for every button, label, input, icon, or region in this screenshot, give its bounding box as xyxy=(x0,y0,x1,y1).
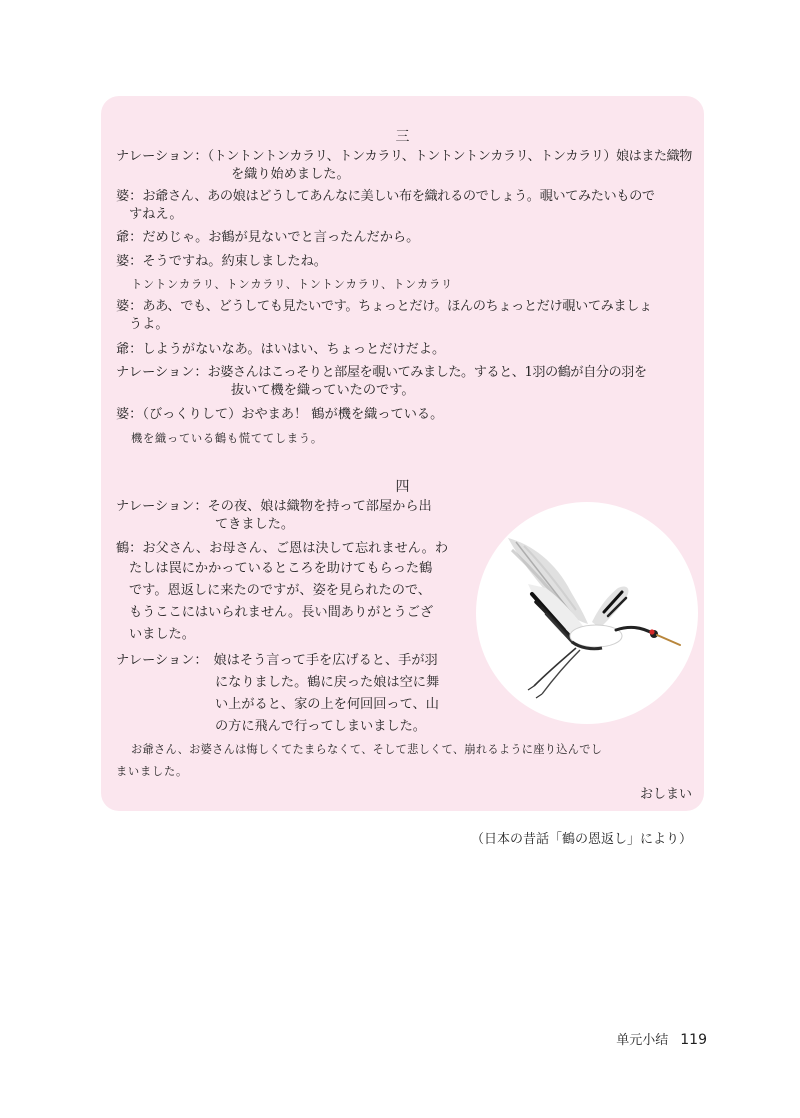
script-line xyxy=(116,406,443,423)
dialogue-continuation: い上がると、家の上を何回回って、山 xyxy=(215,697,439,712)
speaker: 婆： xyxy=(116,407,143,422)
stage-direction-continuation: まいました。 xyxy=(116,765,188,778)
script-line xyxy=(116,540,448,557)
dialogue: お父さん、お母さん、ご恩は決して忘れません。わ xyxy=(142,541,449,556)
script-line xyxy=(116,341,445,358)
stage-direction: トントンカラリ、トンカラリ、トントンカラリ、トンカラリ xyxy=(131,278,453,291)
dialogue: だめじゃ。お鶴が見ないでと言ったんだから。 xyxy=(142,230,420,245)
dialogue-continuation: うよ。 xyxy=(129,317,169,332)
dialogue-continuation: てきました。 xyxy=(215,517,295,532)
section-4-title: 四 xyxy=(395,479,410,495)
script-line xyxy=(116,298,652,315)
dialogue: その夜、娘は織物を持って部屋から出 xyxy=(207,499,432,514)
page-footer xyxy=(616,1029,707,1048)
dialogue: ああ、でも、どうしても見たいです。ちょっとだけ。ほんのちょっとだけ覗いてみましょ xyxy=(142,299,652,314)
speaker: ナレーション： xyxy=(116,499,208,514)
page-number: 119 xyxy=(680,1032,707,1048)
stage-direction: 機を織っている鶴も慌ててしまう。 xyxy=(131,432,323,445)
flying-crane-icon xyxy=(476,502,698,724)
dialogue-continuation: 抜いて機を織っていたのです。 xyxy=(231,383,415,398)
speaker: 婆： xyxy=(116,189,143,204)
crane-illustration xyxy=(476,502,698,724)
dialogue: そうですね。約束しましたね。 xyxy=(142,254,327,269)
dialogue: しようがないなあ。はいはい、ちょっとだけだよ。 xyxy=(142,342,446,357)
script-line xyxy=(116,364,647,381)
script-line xyxy=(116,188,655,205)
speaker: ナレーション： xyxy=(116,653,208,668)
dialogue-continuation: いました。 xyxy=(129,627,195,642)
story-source-credit: （日本の昔話「鶴の恩返し」により） xyxy=(470,832,692,847)
speaker: ナレーション： xyxy=(116,365,208,380)
dialogue-continuation: になりました。鶴に戻った娘は空に舞 xyxy=(215,675,440,690)
dialogue: 娘はそう言って手を広げると、手が羽 xyxy=(213,653,438,668)
speaker: 爺： xyxy=(116,342,143,357)
dialogue-continuation: たしは罠にかかっているところを助けてもらった鶴 xyxy=(129,561,433,576)
stage-direction: お爺さん、お婆さんは悔しくてたまらなくて、そして悲しくて、崩れるように座り込んでし xyxy=(131,743,603,756)
speaker: 婆： xyxy=(116,254,143,269)
dialogue-continuation: です。恩返しに来たのですが、姿を見られたので、 xyxy=(129,583,431,598)
speaker: 婆： xyxy=(116,299,143,314)
dialogue-continuation: の方に飛んで行ってしまいました。 xyxy=(215,719,426,734)
script-line xyxy=(116,148,692,165)
script-line xyxy=(116,652,438,669)
dialogue-continuation: を織り始めました。 xyxy=(231,167,350,182)
speaker: 鶴： xyxy=(116,541,143,556)
speaker: 爺： xyxy=(116,230,143,245)
script-line xyxy=(116,498,432,515)
story-ending: おしまい xyxy=(639,787,692,802)
dialogue: （トントントンカラリ、トンカラリ、トントントンカラリ、トンカラリ）娘はまた織物 xyxy=(207,149,692,164)
script-line xyxy=(116,229,419,246)
section-3-title: 三 xyxy=(395,129,410,145)
script-line xyxy=(116,253,327,270)
speaker: ナレーション： xyxy=(116,149,208,164)
dialogue-continuation: もうここにはいられません。長い間ありがとうござ xyxy=(129,605,434,620)
dialogue: お爺さん、あの娘はどうしてあんなに美しい布を織れるのでしょう。覗いてみたいもので xyxy=(142,189,655,204)
unit-summary-label: 单元小结 xyxy=(616,1033,669,1048)
dialogue-continuation: すねえ。 xyxy=(129,207,183,222)
dialogue: お婆さんはこっそりと部屋を覗いてみました。すると、1羽の鶴が自分の羽を xyxy=(207,365,647,380)
dialogue: （びっくりして）おやまあ！ 鶴が機を織っている。 xyxy=(142,407,444,422)
